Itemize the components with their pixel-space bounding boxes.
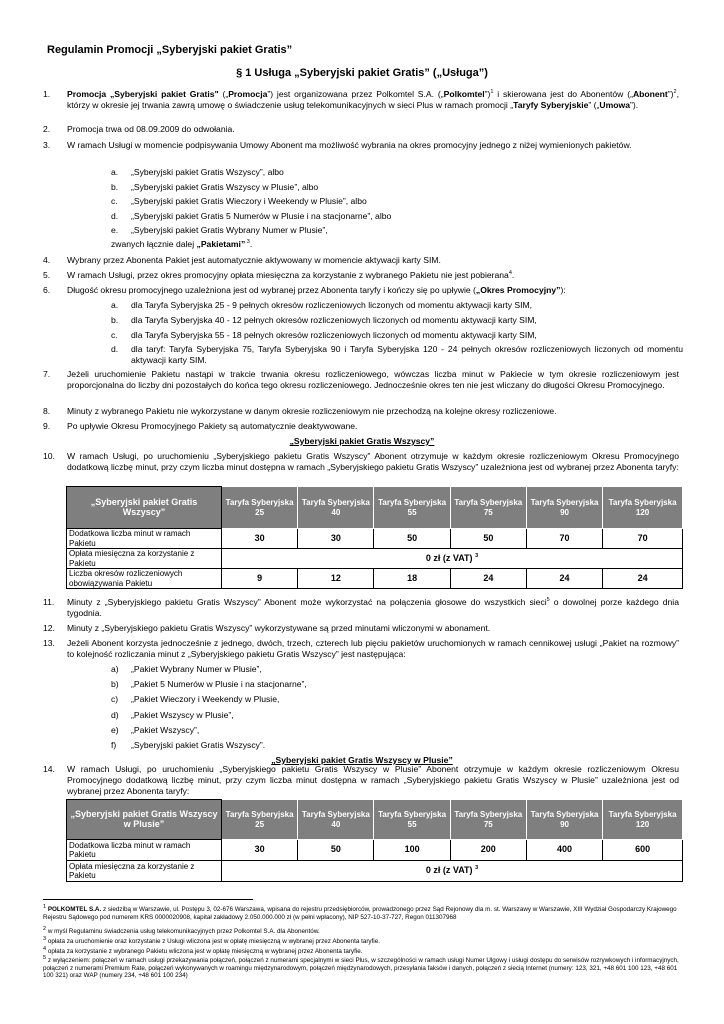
defined-term: „Pakietami”	[196, 239, 246, 249]
paragraph-8	[43, 406, 679, 417]
list-label: b.	[111, 182, 119, 192]
period-item	[111, 315, 683, 326]
table-cell: 200	[450, 840, 526, 861]
footnote-number: 5	[43, 954, 47, 961]
table-cell: 50	[298, 840, 374, 861]
paragraph-number: 4.	[43, 255, 51, 265]
paragraph-text: Promocja trwa od 08.09.2009 do odwołania.	[67, 124, 235, 134]
text: ”)	[484, 89, 491, 99]
footnote-ref: 2	[673, 89, 677, 96]
defined-term: Abonent	[632, 89, 668, 99]
text: ”).	[629, 100, 639, 111]
text: ”) jest organizowana przez Polkomtel S.A. („	[267, 89, 444, 99]
text: o dowolnej porze każdego dnia tygodnia.	[67, 597, 679, 619]
text: i skierowana jest do Abonentów („	[493, 89, 633, 99]
footnote-4	[43, 945, 683, 956]
paragraph-text: Po upływie Okresu Promocyjnego Pakiety są automatycznie deaktywowane.	[67, 421, 358, 431]
table-cell: 70	[603, 529, 683, 549]
text: .	[511, 270, 515, 280]
paragraph-12	[43, 623, 679, 634]
row-label: Liczba okresów rozliczeniowych obowiązywania Pakietu	[67, 569, 222, 589]
text: ”)	[667, 89, 674, 99]
paragraph-text: Wybrany przez Abonenta Pakiet jest automatycznie aktywowany w momencie aktywacji karty SIM.	[67, 255, 441, 265]
paragraph-number: 14.	[43, 764, 55, 774]
row-label: Opłata miesięczna za korzystanie z Pakietu	[67, 861, 222, 882]
order-item	[111, 664, 671, 675]
list-text: „Pakiet Wszyscy w Plusie”,	[131, 710, 234, 720]
footnote-ref: 3	[475, 552, 479, 559]
tariff-table-wszyscy	[66, 486, 683, 589]
list-text: dla Taryfa Syberyjska 40 - 12 pełnych okresów rozliczeniowych liczonych od momentu aktywacji karty SIM,	[131, 315, 537, 325]
text: .	[249, 239, 253, 249]
table-cell: 30	[222, 529, 298, 549]
table-cell-fee	[222, 549, 683, 569]
table-cell: 9	[222, 569, 298, 589]
table-cell-fee	[222, 861, 683, 882]
list-label: c.	[111, 196, 118, 206]
paragraph-text: Minuty z „Syberyjskiego pakietu Gratis Wszyscy” Abonent może wykorzystać na połączenia głosowe do wszystkich sieci	[67, 597, 547, 607]
list-text: „Pakiet Wybrany Numer w Plusie”,	[131, 664, 262, 674]
paragraph-text: Długość okresu promocyjnego uzależniona jest od wybranej przez Abonenta taryfy i kończy się po upływie (	[67, 285, 476, 295]
footnote-number: 1	[43, 903, 47, 910]
table-cell: 50	[450, 529, 526, 549]
order-item	[111, 740, 671, 751]
footnote-text: opłata za uruchomienie oraz korzystanie z Usługi wliczona jest w opłatę miesięczną w wybranej przez Abonenta taryfie.	[47, 938, 380, 945]
table-cell: 24	[603, 569, 683, 589]
footnote-1	[43, 903, 683, 921]
table-row	[67, 549, 683, 569]
defined-term: Umowa	[599, 100, 630, 111]
paragraph-14	[43, 764, 679, 798]
list-label: b.	[111, 315, 119, 325]
footnote-2	[43, 925, 683, 936]
table-cell: 400	[526, 840, 602, 861]
paragraph-text: Jeżeli uruchomienie Pakietu nastąpi w trakcie trwania okresu rozliczeniowego, wówczas liczba minut w Pakiecie w tym okresie rozliczeniowym jest proporcjonalna do liczby dni pozostałych do końca tego okresu rozliczeniowego. Jednocześnie okres ten nie jest wliczany do długości Okresu Promocyjnego.	[67, 369, 679, 391]
text: ” („	[588, 100, 600, 111]
paragraph-text: Minuty z „Syberyjskiego pakietu Gratis Wszyscy” wykorzystywane są przed minutami wliczonymi w abonament.	[67, 623, 491, 633]
list-label: d)	[111, 710, 119, 720]
packages-summary	[111, 239, 671, 250]
table-cell: 24	[526, 569, 602, 589]
footnote-number: 3	[43, 935, 47, 942]
table-cell: 24	[450, 569, 526, 589]
list-text: „Syberyjski pakiet Gratis 5 Numerów w Plusie i na stacjonarne”, albo	[131, 211, 392, 221]
footnote-number: 4	[43, 945, 47, 952]
subsection-heading: „Syberyjski pakiet Gratis Wszyscy”	[289, 436, 435, 446]
paragraph-13	[43, 638, 679, 660]
tariff-table-wszyscy-w-plusie	[66, 799, 683, 882]
footnote-ref: 3	[475, 865, 479, 872]
list-label: d.	[111, 344, 119, 354]
document-title: Regulamin Promocji „Syberyjski pakiet Gratis”	[47, 44, 293, 56]
paragraph-5	[43, 270, 679, 281]
list-label: f)	[111, 740, 117, 750]
paragraph-11	[43, 597, 679, 619]
paragraph-text: W ramach Usługi w momencie podpisywania Umowy Abonent ma możliwość wybrania na okres promocyjny jednego z niżej wymienionych pakietów.	[67, 140, 632, 150]
list-text: „Syberyjski pakiet Gratis Wieczory i Weekendy w Plusie”, albo	[131, 196, 367, 206]
list-text: dla Taryfa Syberyjska 55 - 18 pełnych okresów rozliczeniowych liczonych od momentu aktywacji karty SIM,	[131, 330, 537, 340]
column-header: Taryfa Syberyjska 40	[298, 800, 374, 840]
defined-term: Polkomtel	[443, 89, 485, 99]
text: („	[218, 89, 229, 99]
footnote-text: opłata za korzystanie z wybranego Pakietu wliczona jest w opłatę miesięczną w wybranej przez Abonenta taryfie.	[47, 948, 363, 955]
promo-name: Promocja „Syberyjski pakiet Gratis"	[67, 89, 219, 99]
paragraph-number: 1.	[43, 89, 51, 99]
order-item	[111, 725, 671, 736]
table-cell: 18	[374, 569, 450, 589]
list-label: c)	[111, 694, 119, 704]
period-item	[111, 344, 683, 366]
paragraph-number: 8.	[43, 406, 51, 416]
table-row	[67, 569, 683, 589]
text: ):	[560, 285, 566, 295]
paragraph-number: 5.	[43, 270, 51, 280]
paragraph-1	[43, 89, 679, 111]
paragraph-text: W ramach Usługi, po uruchomieniu „Syberyjskiego pakietu Gratis Wszyscy” Abonent otrzymuje w każdym okresie rozliczeniowym Okresu Promocyjnego dodatkową liczbę minut, przy czym liczba minut dostępna w ramach „Syberyjskiego pakietu Gratis Wszyscy” uzależniona jest od wybranej przez Abonenta taryfy:	[67, 451, 679, 473]
order-item	[111, 710, 671, 721]
period-item	[111, 330, 683, 341]
paragraph-number: 3.	[43, 140, 51, 150]
column-header: Taryfa Syberyjska 120	[603, 800, 683, 840]
text: , którzy w okresie jej trwania zawrą umowę o świadczenie usług telekomunikacyjnych w sieci Plus w ramach promocji „	[67, 89, 679, 111]
package-item	[111, 211, 671, 222]
paragraph-6	[43, 285, 679, 296]
footnote-text: z wyłączeniem: połączeń w ramach usługi przekazywania połączeń, połączeń z numerami specjalnymi w sieci Plus, w szczególności w ramach usługi Numer Ulgowy i usługi dostępu do serwisów rozrywkowych i informacyjnych, połączeń z numerami Premium Rate, połączeń wykonywanych w roamingu międzynarodowym, połączeń międzynarodowych, przesyłania faksów i danych, połączeń z siecią Internet (numery: 123, 321, +48 601 100 123, +48 601 100 321) oraz WAP (numery 234, +48 601 100 234)	[43, 957, 679, 980]
column-header: Taryfa Syberyjska 25	[222, 800, 298, 840]
column-header: Taryfa Syberyjska 90	[526, 487, 602, 529]
column-header: Taryfa Syberyjska 120	[603, 487, 683, 529]
paragraph-number: 12.	[43, 623, 55, 633]
table-cell: 30	[222, 840, 298, 861]
table-cell: 70	[526, 529, 602, 549]
paragraph-number: 2.	[43, 124, 51, 134]
fee-value: 0 zł (z VAT)	[425, 552, 473, 563]
footnote-ref: 4	[508, 270, 512, 277]
row-label: Dodatkowa liczba minut w ramach Pakietu	[67, 529, 222, 549]
defined-term: Taryfy Syberyjskie	[513, 100, 589, 111]
paragraph-number: 9.	[43, 421, 51, 431]
list-text: „Syberyjski pakiet Gratis Wszyscy”, albo	[131, 167, 284, 177]
column-header: Taryfa Syberyjska 55	[374, 487, 450, 529]
list-text: „Syberyjski pakiet Gratis Wszyscy w Plusie”, albo	[131, 182, 319, 192]
list-label: a.	[111, 300, 119, 310]
table-cell: 30	[298, 529, 374, 549]
paragraph-text: W ramach Usługi, po uruchomieniu „Syberyjskiego pakietu Gratis Wszyscy w Plusie” Abonent otrzymuje w każdym okresie rozliczeniowym Okresu Promocyjnego dodatkową liczbę minut, przy czym liczba minut dostępna w ramach „Syberyjskiego pakietu Gratis Wszyscy w Plusie” uzależniona jest od wybranej przez Abonenta taryfy:	[67, 764, 679, 797]
list-label: b)	[111, 679, 119, 689]
defined-term: Promocja	[228, 89, 268, 99]
list-label: e)	[111, 725, 119, 735]
paragraph-9	[43, 421, 679, 432]
table-cell: 12	[298, 569, 374, 589]
paragraph-number: 6.	[43, 285, 51, 295]
table-corner-header: „Syberyjski pakiet Gratis Wszyscy w Plusie”	[67, 800, 222, 840]
order-item	[111, 694, 671, 705]
subsection-heading: „Syberyjski pakiet Gratis Wszyscy w Plusie”	[271, 755, 453, 765]
footnote-5	[43, 954, 683, 980]
list-text: „Syberyjski pakiet Gratis Wybrany Numer w Plusie”,	[131, 225, 328, 235]
paragraph-3	[43, 140, 679, 151]
footnote-ref: 1	[490, 89, 494, 96]
order-item	[111, 679, 671, 690]
table-row	[67, 529, 683, 549]
list-label: a.	[111, 167, 119, 177]
period-item	[111, 300, 683, 311]
table-row	[67, 840, 683, 861]
footnote-ref: 3	[245, 239, 250, 246]
table-cell: 50	[374, 529, 450, 549]
footnote-separator	[43, 899, 253, 900]
footnote-3	[43, 935, 683, 946]
paragraph-text: Minuty z wybranego Pakietu nie wykorzystane w danym okresie rozliczeniowym nie przechodzą na kolejne okresy rozliczeniowe.	[67, 406, 557, 416]
paragraph-10	[43, 451, 679, 473]
package-item	[111, 182, 671, 193]
table-cell: 600	[603, 840, 683, 861]
fee-value: 0 zł (z VAT)	[425, 865, 473, 876]
column-header: Taryfa Syberyjska 25	[222, 487, 298, 529]
table-cell: 100	[374, 840, 450, 861]
footnote-text: z siedzibą w Warszawie, ul. Postępu 3, 02-676 Warszawa, wpisana do rejestru przedsiębiorców, prowadzonego przez Sąd Rejonowy dla m. st. Warszawy w Warszawie, XIII Wydział Gospodarczy Krajowego Rejestru Sądowego pod numerem KRS 0000020908, kapitał zakładowy 2.050.000.000 zł (w pełni wpłacony), NIP 527-10-37-727, Regon 011307968	[43, 906, 677, 921]
package-item	[111, 167, 671, 178]
list-text: „Syberyjski pakiet Gratis Wszyscy”.	[131, 740, 266, 750]
row-label: Opłata miesięczna za korzystanie z Pakietu	[67, 549, 222, 569]
text: zwanych łącznie dalej	[111, 239, 197, 249]
list-label: d.	[111, 211, 119, 221]
footnote-text: w myśl Regulaminu świadczenia usług telekomunikacyjnych przez Polkomtel S.A. dla Abonentów.	[47, 928, 320, 935]
company-name: POLKOMTEL S.A.	[47, 906, 102, 913]
table-corner-header: „Syberyjski pakiet Gratis Wszyscy”	[67, 487, 222, 529]
list-text: „Pakiet Wieczory i Weekendy w Plusie,	[131, 694, 280, 704]
list-text: dla Taryfa Syberyjska 25 - 9 pełnych okresów rozliczeniowych liczonych od momentu aktywacji karty SIM,	[131, 300, 533, 310]
paragraph-number: 13.	[43, 638, 55, 648]
row-label: Dodatkowa liczba minut w ramach Pakietu	[67, 840, 222, 861]
paragraph-7	[43, 369, 679, 391]
table-row	[67, 861, 683, 882]
column-header: Taryfa Syberyjska 90	[526, 800, 602, 840]
list-text: dla taryf: Taryfa Syberyjska 75, Taryfa Syberyjska 90 i Taryfa Syberyjska 120 - 24 pełnych okresów rozliczeniowych liczonych od momentu aktywacji karty SIM.	[131, 344, 683, 366]
list-label: a)	[111, 664, 119, 674]
package-item	[111, 196, 671, 207]
defined-term: „Okres Promocyjny”	[475, 285, 561, 295]
column-header: Taryfa Syberyjska 75	[450, 487, 526, 529]
section-title: § 1 Usługa „Syberyjski pakiet Gratis” („Usługa”)	[236, 67, 488, 79]
paragraph-2	[43, 124, 679, 135]
column-header: Taryfa Syberyjska 40	[298, 487, 374, 529]
list-label: e.	[111, 225, 119, 235]
paragraph-text: Jeżeli Abonent korzysta jednocześnie z jednego, dwóch, trzech, czterech lub pięciu pakietów uruchomionych w ramach cennikowej usługi „Pakiet na rozmowy” to kolejność rozliczania minut z „Syberyjskiego pakietu Gratis Wszyscy” jest następująca:	[67, 638, 679, 660]
column-header: Taryfa Syberyjska 55	[374, 800, 450, 840]
list-label: c.	[111, 330, 118, 340]
list-text: „Pakiet 5 Numerów w Plusie i na stacjonarne”,	[131, 679, 307, 689]
column-header: Taryfa Syberyjska 75	[450, 800, 526, 840]
footnote-ref: 5	[546, 597, 550, 604]
list-text: „Pakiet Wszyscy”,	[131, 725, 200, 735]
footnote-number: 2	[43, 925, 47, 932]
package-item	[111, 225, 671, 236]
paragraph-4	[43, 255, 679, 266]
paragraph-number: 10.	[43, 451, 55, 461]
paragraph-text: W ramach Usługi, przez okres promocyjny opłata miesięczna za korzystanie z wybranego Pakietu nie jest pobierana	[67, 270, 509, 280]
paragraph-number: 7.	[43, 369, 51, 379]
paragraph-number: 11.	[43, 597, 55, 607]
